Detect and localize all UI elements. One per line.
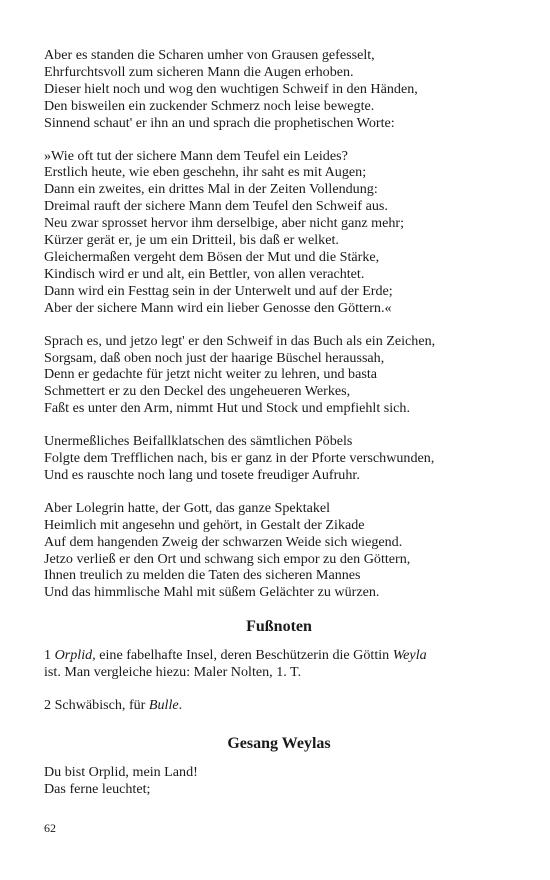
poem-line: Ihnen treulich zu melden die Taten des sicheren Mannes: [44, 567, 361, 584]
poem-line: Denn er gedachte für jetzt nicht weiter zu lehren, und basta: [44, 366, 378, 383]
section-heading: Gesang Weylas: [227, 735, 331, 752]
poem-line: Und das himmlische Mahl mit süßem Gelächter zu würzen.: [44, 584, 380, 601]
poem-line: Dreimal rauft der sichere Mann dem Teufel den Schweif aus.: [44, 198, 388, 215]
footnote-number: 2: [44, 697, 52, 714]
poem-stanza-2: [44, 148, 514, 317]
poem-stanza-4: [44, 433, 514, 484]
footnote-2: [44, 697, 514, 714]
poem-line: Jetzo verließ er den Ort und schwang sich empor zu den Göttern,: [44, 550, 411, 567]
footnote-term: Orplid,: [54, 647, 96, 664]
poem-line: Aber Lolegrin hatte, der Gott, das ganze Spektakel: [44, 499, 331, 516]
poem-line: Sinnend schaut' er ihn an und sprach die prophetischen Worte:: [44, 114, 395, 131]
poem-line: Gleichermaßen vergeht dem Bösen der Mut und die Stärke,: [44, 248, 380, 265]
poem-line: Sorgsam, daß oben noch just der haarige Büschel heraussah,: [44, 349, 385, 366]
poem-line: Folgte dem Trefflichen nach, bis er ganz in der Pforte verschwunden,: [44, 450, 435, 467]
poem-line: Dieser hielt noch und wog den wuchtigen Schweif in den Händen,: [44, 80, 418, 97]
poem-line: Faßt es unter den Arm, nimmt Hut und Stock und empfiehlt sich.: [44, 400, 411, 417]
poem-line: Schmettert er zu den Deckel des ungeheueren Werkes,: [44, 383, 351, 400]
poem-line: Dann wird ein Festtag sein in der Unterwelt und auf der Erde;: [44, 282, 393, 299]
poem-stanza-1: [44, 47, 514, 132]
footnote-text: Schwäbisch, für: [51, 697, 149, 714]
poem-line: Heimlich mit angesehn und gehört, in Gestalt der Zikade: [44, 516, 365, 533]
footnote-term: Bulle: [148, 697, 179, 714]
poem-line: Das ferne leuchtet;: [44, 780, 151, 797]
poem-line: Den bisweilen ein zuckender Schmerz noch leise bewegte.: [44, 97, 375, 114]
poem-line: Kürzer gerät er, je um ein Dritteil, bis daß er welket.: [44, 232, 339, 249]
poem-line: Neu zwar sprosset hervor ihm derselbige, aber nicht ganz mehr;: [44, 215, 405, 232]
footnote-text: eine fabelhafte Insel, deren Beschützerin die Göttin: [95, 647, 393, 664]
poem-line: Ehrfurchtsvoll zum sicheren Mann die Augen erhoben.: [44, 63, 354, 80]
page-number: 62: [44, 821, 56, 835]
poem-line: Und es rauschte noch lang und tosete freudiger Aufruhr.: [44, 466, 360, 483]
poem-line: »Wie oft tut der sichere Mann dem Teufel ein Leides?: [44, 147, 348, 164]
section-stanza: [44, 764, 514, 798]
poem-line: Auf dem hangenden Zweig der schwarzen Weide sich wiegend.: [44, 533, 403, 550]
footnotes-heading: Fußnoten: [246, 618, 312, 636]
footnote-1: [44, 647, 514, 681]
poem-line: Aber der sichere Mann wird ein lieber Genosse den Göttern.«: [44, 299, 392, 316]
footnote-term: Weyla: [392, 647, 427, 664]
poem-stanza-3: [44, 333, 514, 418]
footnote-text: ist. Man vergleiche hiezu: Maler Nolten, 1. T.: [44, 664, 302, 681]
poem-line: Dann ein zweites, ein drittes Mal in der Zeiten Vollendung:: [44, 181, 378, 198]
footnote-text: .: [178, 697, 183, 714]
poem-line: Aber es standen die Scharen umher von Grausen gefesselt,: [44, 47, 375, 63]
poem-line: Du bist Orplid, mein Land!: [44, 764, 198, 780]
poem-line: Unermeßliches Beifallklatschen des sämtlichen Pöbels: [44, 433, 353, 450]
poem-line: Erstlich heute, wie eben geschehn, ihr saht es mit Augen;: [44, 164, 367, 181]
footnote-number: 1: [44, 647, 52, 664]
poem-line: Kindisch wird er und alt, ein Bettler, von allen verachtet.: [44, 265, 365, 282]
poem-stanza-5: [44, 500, 514, 601]
page-body: [44, 47, 514, 814]
poem-line: Sprach es, und jetzo legt' er den Schweif in das Buch als ein Zeichen,: [44, 332, 436, 349]
